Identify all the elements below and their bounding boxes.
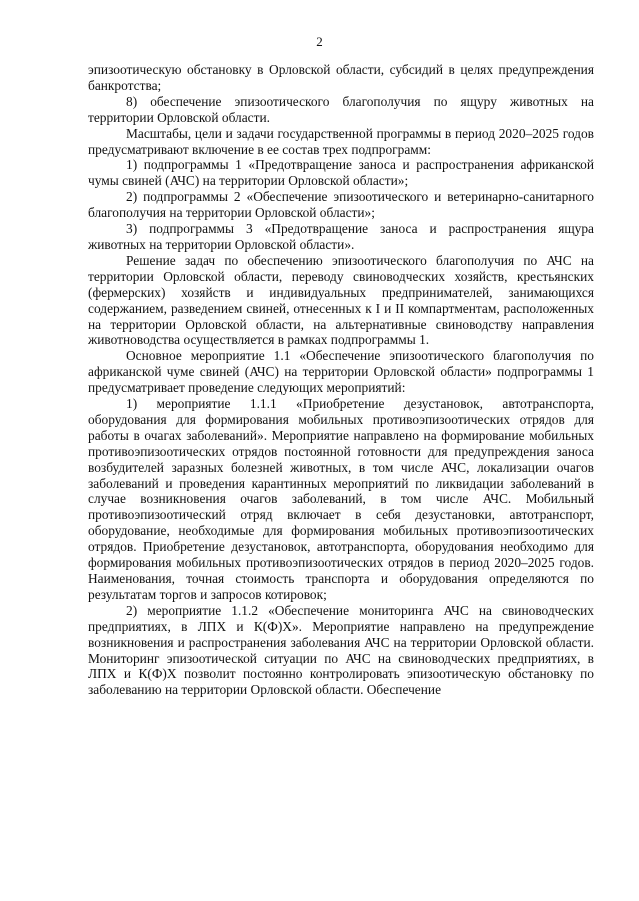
page-number: 2: [316, 34, 323, 49]
paragraph-main-activity: Основное мероприятие 1.1 «Обеспечение эпизоотического благополучия по африканской чуме свиней (АЧС) на территории Орловской области» подпрограммы 1 предусматривает проведение следующих мероприятий:: [88, 348, 594, 396]
paragraph-continuation: эпизоотическую обстановку в Орловской области, субсидий в целях предупреждения банкротства;: [88, 62, 594, 93]
document-body: [88, 62, 594, 698]
paragraph-activity-1-1-2: 2) мероприятие 1.1.2 «Обеспечение мониторинга АЧС на свиноводческих предприятиях, в ЛПХ и К(Ф)Х». Мероприятие направлено на предупреждение возникновения и распространения заболевания АЧС на территории Орловской области. Мониторинг эпизоотической ситуации по АЧС на свиноводческих предприятиях, в ЛПХ и К(Ф)Х позволит постоянно контролировать эпизоотическую обстановку по заболеванию на территории Орловской области. Обеспечение: [88, 602, 594, 698]
paragraph-activity-1-1-1: 1) мероприятие 1.1.1 «Приобретение дезустановок, автотранспорта, оборудования для формирования мобильных противоэпизоотических отрядов для работы в очагах заболеваний». Мероприятие направлено на формирование мобильных противоэпизоотических отрядов постоянной готовности для предупреждения заноса возбудителей заразных болезней животных, в том числе АЧС, локализации очагов заболеваний и проведения карантинных мероприятий по ликвидации заболеваний в случае возникновения очагов заболеваний, в том числе АЧС. Мобильный противоэпизоотический отряд включает в себя дезустановки, автотранспорт, оборудование, необходимые для формирования мобильных противоэпизоотических отрядов. Приобретение дезустановок, автотранспорта, оборудования необходимо для формирования мобильных противоэпизоотических отрядов в период 2020–2025 годов. Наименования, точная стоимость транспорта и оборудования определяются по результатам торгов и запросов котировок;: [88, 396, 594, 602]
paragraph-subprogram-2: 2) подпрограммы 2 «Обеспечение эпизоотического и ветеринарно-санитарного благополучия на территории Орловской области»;: [88, 189, 594, 221]
paragraph-subprogram-1: 1) подпрограммы 1 «Предотвращение заноса и распространения африканской чумы свиней (АЧС) на территории Орловской области»;: [88, 157, 594, 189]
paragraph-scope: Масштабы, цели и задачи государственной программы в период 2020–2025 годов предусматривают включение в ее состав трех подпрограмм:: [88, 125, 594, 157]
paragraph-asf-tasks: Решение задач по обеспечению эпизоотического благополучия по АЧС на территории Орловской области, переводу свиноводческих хозяйств, крестьянских (фермерских) хозяйств и индивидуальных предпринимателей, занимающихся содержанием, разведением свиней, отнесенных к I и II компартментам, расположенных на территории Орловской области, на альтернативные свиноводству направления животноводства осуществляется в рамках подпрограммы 1.: [88, 252, 594, 348]
paragraph-subprogram-3: 3) подпрограммы 3 «Предотвращение заноса и распространения ящура животных на территории Орловской области».: [88, 221, 594, 252]
paragraph-item-8: 8) обеспечение эпизоотического благополучия по ящуру животных на территории Орловской области.: [88, 93, 594, 125]
